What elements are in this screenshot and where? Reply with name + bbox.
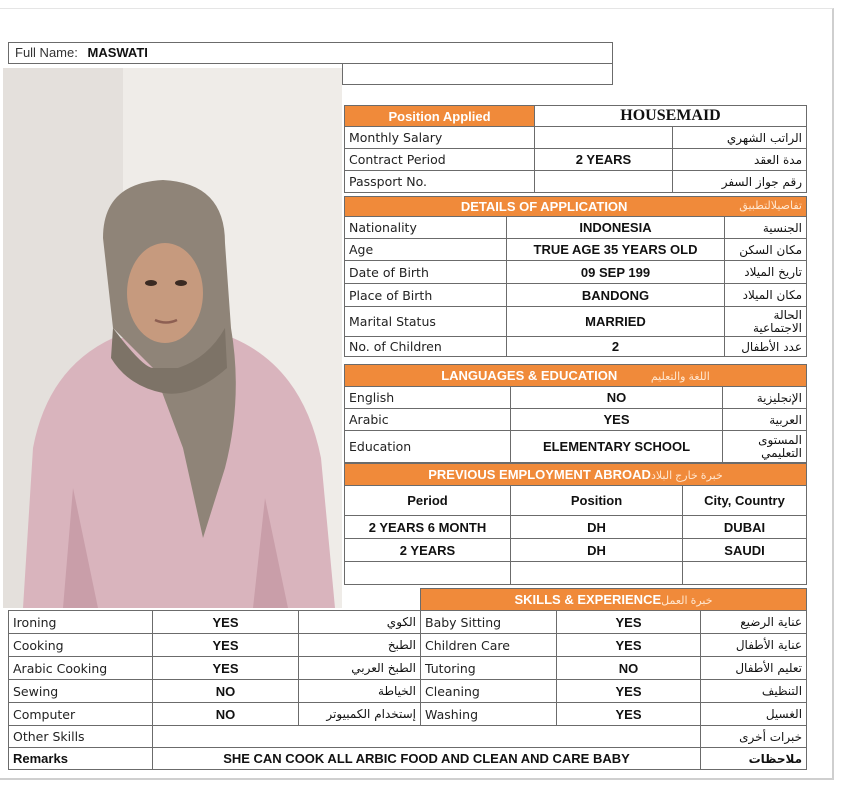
skill-label: Computer: [9, 703, 153, 726]
remarks-ar: ملاحظات: [701, 748, 807, 770]
skill-label-ar: عناية الرضيع: [701, 611, 807, 634]
skill-value: YES: [557, 680, 701, 703]
employment-position: DH: [511, 516, 683, 539]
skill-label-ar: التنظيف: [701, 680, 807, 703]
language-row: [345, 431, 807, 463]
language-value: YES: [511, 409, 723, 431]
full-name-box: [8, 42, 613, 64]
info-label-ar: رقم جواز السفر: [673, 171, 807, 193]
employment-table: [344, 463, 807, 585]
skill-value: YES: [557, 611, 701, 634]
skills-title: SKILLS & EXPERIENCE: [514, 592, 662, 607]
employment-period: [345, 562, 511, 585]
language-label-ar: العربية: [723, 409, 807, 431]
employment-city: SAUDI: [683, 539, 807, 562]
skill-label: Ironing: [9, 611, 153, 634]
full-name-value: MASWATI: [87, 45, 148, 60]
skill-label: Cleaning: [421, 680, 557, 703]
skill-label-ar: إستخدام الكمبيوتر: [299, 703, 421, 726]
employment-city-header: City, Country: [683, 486, 807, 516]
employment-row: [345, 539, 807, 562]
skills-header: [421, 589, 807, 611]
skill-row: [9, 703, 807, 726]
skill-row: [9, 657, 807, 680]
employment-city: DUBAI: [683, 516, 807, 539]
detail-row: [345, 337, 807, 357]
skill-value: YES: [153, 611, 299, 634]
language-label-ar: الإنجليزية: [723, 387, 807, 409]
language-label-ar: المستوى التعليمي: [723, 431, 807, 463]
skill-value: YES: [153, 634, 299, 657]
detail-label: Age: [345, 239, 507, 261]
detail-row: [345, 261, 807, 284]
details-header: [345, 197, 807, 217]
skills-table: [8, 588, 807, 770]
skills-title-ar: خبرة العمل: [661, 595, 713, 607]
skill-label-ar: الكوي: [299, 611, 421, 634]
skill-label-ar: عناية الأطفال: [701, 634, 807, 657]
skill-label-ar: الخياطة: [299, 680, 421, 703]
detail-row: [345, 217, 807, 239]
detail-label-ar: مكان السكن: [725, 239, 807, 261]
employment-period-header: Period: [345, 486, 511, 516]
employment-title-ar: خبرة خارج البلاد: [650, 470, 723, 482]
details-title-ar: تفاصيلالتطبيق: [739, 200, 802, 212]
detail-row: [345, 307, 807, 337]
remarks-value: SHE CAN COOK ALL ARBIC FOOD AND CLEAN AND CARE BABY: [153, 748, 701, 770]
full-name-label: Full Name:: [15, 45, 78, 60]
other-skills-ar: خبرات أخرى: [701, 726, 807, 748]
employment-row: [345, 562, 807, 585]
info-value: 2 YEARS: [535, 149, 673, 171]
employment-title: PREVIOUS EMPLOYMENT ABROAD: [428, 467, 651, 482]
languages-header: [345, 365, 807, 387]
other-skills-value: [153, 726, 701, 748]
skill-label-ar: الطبخ: [299, 634, 421, 657]
skill-label-ar: الطبخ العربي: [299, 657, 421, 680]
skill-label: Washing: [421, 703, 557, 726]
info-label: Monthly Salary: [345, 127, 535, 149]
employment-row: [345, 516, 807, 539]
name-extra-box: [342, 64, 613, 85]
employment-period: 2 YEARS: [345, 539, 511, 562]
detail-value: BANDONG: [507, 284, 725, 307]
language-label: English: [345, 387, 511, 409]
employment-city: [683, 562, 807, 585]
skill-label-ar: الغسيل: [701, 703, 807, 726]
skill-value: NO: [153, 703, 299, 726]
applicant-photo-illustration: [3, 68, 342, 608]
applicant-photo: [3, 68, 342, 608]
detail-row: [345, 284, 807, 307]
skill-value: YES: [153, 657, 299, 680]
detail-value: INDONESIA: [507, 217, 725, 239]
language-row: [345, 409, 807, 431]
skill-label-ar: تعليم الأطفال: [701, 657, 807, 680]
details-title: DETAILS OF APPLICATION: [460, 199, 628, 214]
position-label: Position Applied: [345, 106, 535, 127]
detail-label-ar: تاريخ الميلاد: [725, 261, 807, 284]
languages-title: LANGUAGES & EDUCATION: [441, 368, 618, 383]
skill-value: NO: [557, 657, 701, 680]
position-table: [344, 105, 807, 193]
other-skills-label: Other Skills: [9, 726, 153, 748]
detail-label: No. of Children: [345, 337, 507, 357]
info-row: [345, 149, 807, 171]
info-label-ar: الراتب الشهري: [673, 127, 807, 149]
skill-label: Cooking: [9, 634, 153, 657]
skill-row: [9, 680, 807, 703]
employment-position: [511, 562, 683, 585]
info-label: Contract Period: [345, 149, 535, 171]
detail-label: Place of Birth: [345, 284, 507, 307]
languages-title-ar: اللغة والتعليم: [650, 371, 710, 383]
language-row: [345, 387, 807, 409]
language-value: NO: [511, 387, 723, 409]
detail-value: 2: [507, 337, 725, 357]
info-label: Passport No.: [345, 171, 535, 193]
detail-label: Nationality: [345, 217, 507, 239]
employment-period: 2 YEARS 6 MONTH: [345, 516, 511, 539]
info-value: [535, 171, 673, 193]
detail-label-ar: عدد الأطفال: [725, 337, 807, 357]
skill-label: Baby Sitting: [421, 611, 557, 634]
language-value: ELEMENTARY SCHOOL: [511, 431, 723, 463]
remarks-label: Remarks: [9, 748, 153, 770]
position-value: HOUSEMAID: [535, 106, 807, 127]
skill-row: [9, 634, 807, 657]
detail-label-ar: الجنسية: [725, 217, 807, 239]
detail-label-ar: الحالة الاجتماعية: [725, 307, 807, 337]
info-row: [345, 127, 807, 149]
detail-label: Marital Status: [345, 307, 507, 337]
skill-label: Arabic Cooking: [9, 657, 153, 680]
info-label-ar: مدة العقد: [673, 149, 807, 171]
info-value: [535, 127, 673, 149]
employment-header: [345, 464, 807, 486]
language-label: Arabic: [345, 409, 511, 431]
info-row: [345, 171, 807, 193]
skill-label: Sewing: [9, 680, 153, 703]
detail-value: TRUE AGE 35 YEARS OLD: [507, 239, 725, 261]
language-label: Education: [345, 431, 511, 463]
skill-label: Children Care: [421, 634, 557, 657]
detail-label-ar: مكان الميلاد: [725, 284, 807, 307]
skill-row: [9, 611, 807, 634]
skill-value: YES: [557, 703, 701, 726]
detail-label: Date of Birth: [345, 261, 507, 284]
detail-value: 09 SEP 199: [507, 261, 725, 284]
skill-label: Tutoring: [421, 657, 557, 680]
skill-value: NO: [153, 680, 299, 703]
details-table: [344, 196, 807, 357]
employment-position-header: Position: [511, 486, 683, 516]
detail-row: [345, 239, 807, 261]
languages-table: [344, 364, 807, 463]
detail-value: MARRIED: [507, 307, 725, 337]
employment-position: DH: [511, 539, 683, 562]
skill-value: YES: [557, 634, 701, 657]
